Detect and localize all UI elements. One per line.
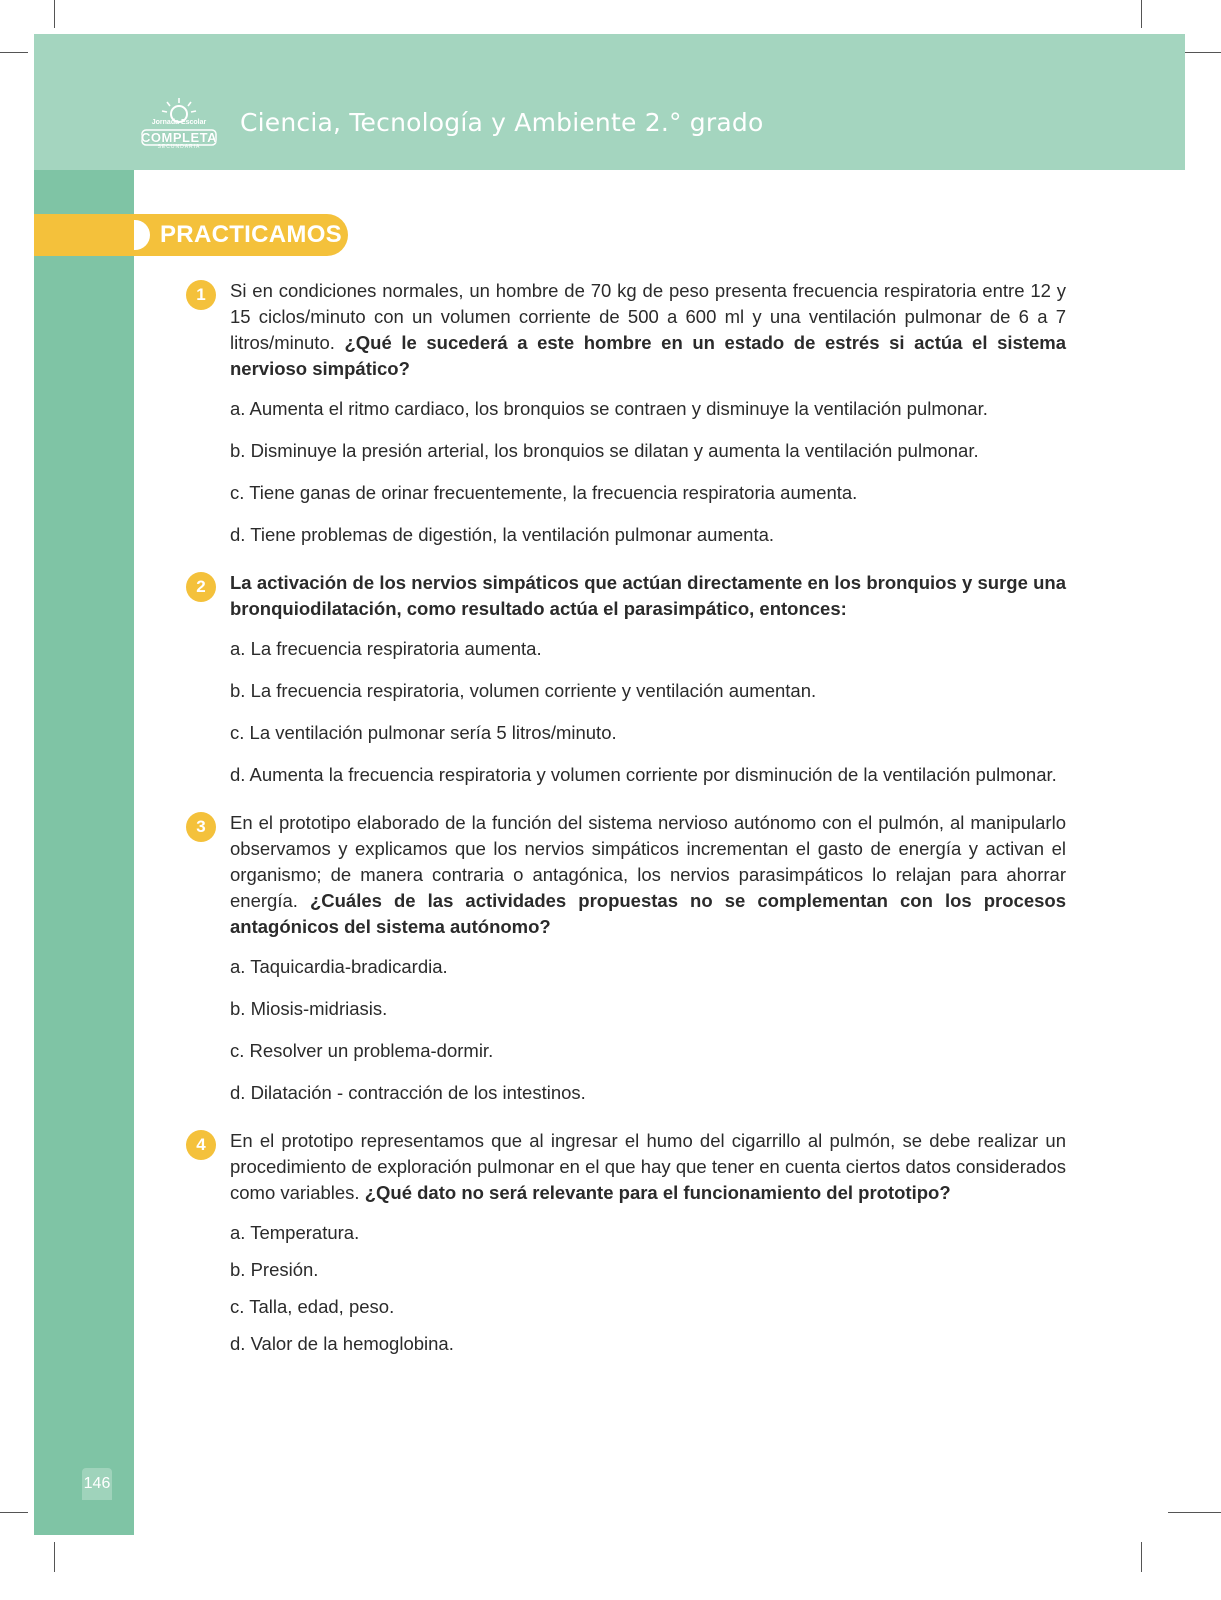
question-stem (230, 278, 1066, 382)
stem-text: En el prototipo elaborado de la función del sistema nervioso autónomo con el pulmón, al manipularlo observamos y explicamos que los nervios simpáticos incrementan el gasto de energía y activan el organismo; de manera contraria o antagónica, los nervios parasimpáticos lo relajan para ahorrar energía. (230, 812, 1066, 911)
question-stem (230, 1128, 1066, 1206)
logo (140, 96, 218, 154)
page-number: 146 (82, 1468, 112, 1500)
option-c[interactable]: c. Talla, edad, peso. (230, 1296, 395, 1317)
section-title: PRACTICAMOS (160, 221, 342, 248)
question-number-badge: 2 (186, 572, 216, 602)
option-a[interactable]: a. Taquicardia-bradicardia. (230, 956, 448, 977)
questions-list (186, 278, 1066, 1379)
option-c[interactable]: c. La ventilación pulmonar sería 5 litros/minuto. (230, 722, 617, 743)
option-c[interactable]: c. Resolver un problema-dormir. (230, 1040, 494, 1061)
question-number-badge: 4 (186, 1130, 216, 1160)
question-3 (186, 810, 1066, 1106)
crop-mark (1141, 0, 1142, 28)
logo-top-text: Jornada Escolar (151, 119, 207, 126)
stem-question: ¿Qué dato no será relevante para el funcionamiento del prototipo? (364, 1182, 951, 1203)
option-a[interactable]: a. Temperatura. (230, 1222, 360, 1243)
options-list (230, 954, 1066, 1106)
option-a[interactable]: a. La frecuencia respiratoria aumenta. (230, 638, 542, 659)
question-1 (186, 278, 1066, 548)
logo-bottom-text: SECUNDARIA (157, 144, 201, 150)
left-margin-bar (34, 170, 134, 1535)
option-a[interactable]: a. Aumenta el ritmo cardiaco, los bronquios se contraen y disminuye la ventilación pulmonar. (230, 398, 988, 419)
option-b[interactable]: b. Disminuye la presión arterial, los bronquios se dilatan y aumenta la ventilación pulmonar. (230, 440, 979, 461)
stem-text: En el prototipo representamos que al ingresar el humo del cigarrillo al pulmón, se debe realizar un procedimiento de exploración pulmonar en el que hay que tener en cuenta ciertos datos considerados como variables. (230, 1130, 1066, 1203)
option-d[interactable]: d. Tiene problemas de digestión, la ventilación pulmonar aumenta. (230, 524, 775, 545)
crop-mark (0, 1512, 28, 1513)
crop-mark (1168, 1512, 1221, 1513)
options-list (230, 636, 1066, 788)
options-list (230, 396, 1066, 548)
crop-mark (1141, 1542, 1142, 1572)
section-tab (134, 214, 348, 256)
crop-mark (0, 52, 28, 53)
stem-question: ¿Qué le sucederá a este hombre en un estado de estrés si actúa el sistema nervioso simpático? (230, 332, 1066, 379)
stem-text: Si en condiciones normales, un hombre de 70 kg de peso presenta frecuencia respiratoria entre 12 y 15 ciclos/minuto con un volumen corriente de 500 a 600 ml y una ventilación pulmonar de 6 a 7 litros/minuto. (230, 280, 1066, 353)
logo-main-text: COMPLETA (141, 130, 217, 145)
option-d[interactable]: d. Aumenta la frecuencia respiratoria y volumen corriente por disminución de la ventilación pulmonar. (230, 764, 1057, 785)
question-2 (186, 570, 1066, 788)
question-4 (186, 1128, 1066, 1357)
option-c[interactable]: c. Tiene ganas de orinar frecuentemente, la frecuencia respiratoria aumenta. (230, 482, 858, 503)
section-tab-band (34, 214, 134, 256)
question-stem (230, 570, 1066, 622)
option-b[interactable]: b. Miosis-midriasis. (230, 998, 388, 1019)
stem-question: La activación de los nervios simpáticos que actúan directamente en los bronquios y surge una bronquiodilatación, como resultado actúa el parasimpático, entonces: (230, 572, 1066, 619)
question-stem (230, 810, 1066, 940)
crop-mark (54, 0, 55, 28)
stem-question: ¿Cuáles de las actividades propuestas no se complementan con los procesos antagónicos del sistema autónomo? (230, 890, 1066, 937)
crop-mark (54, 1542, 55, 1572)
option-d[interactable]: d. Valor de la hemoglobina. (230, 1333, 454, 1354)
question-number-badge: 1 (186, 280, 216, 310)
option-d[interactable]: d. Dilatación - contracción de los intestinos. (230, 1082, 586, 1103)
option-b[interactable]: b. Presión. (230, 1259, 319, 1280)
page-title: Ciencia, Tecnología y Ambiente 2.° grado (240, 108, 764, 137)
option-b[interactable]: b. La frecuencia respiratoria, volumen corriente y ventilación aumentan. (230, 680, 817, 701)
options-list (230, 1220, 1066, 1357)
question-number-badge: 3 (186, 812, 216, 842)
